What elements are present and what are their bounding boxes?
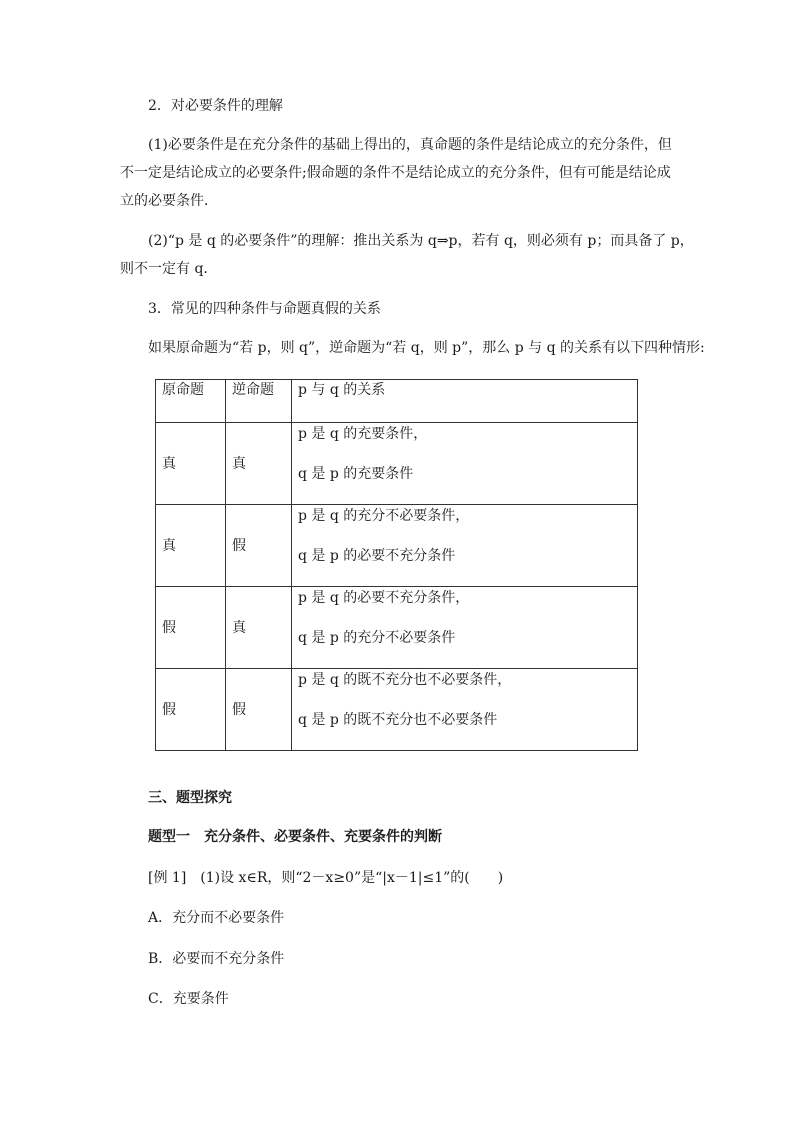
paragraph-2-line-1: (2)“p 是 q 的必要条件”的理解：推出关系为 q⇒p，若有 q，则必须有 p；而具备了 p， (148, 233, 694, 249)
cell-converse: 真 (226, 423, 292, 505)
section-3-heading: 3．常见的四种条件与命题真假的关系 (148, 301, 381, 317)
relation-p: p 是 q 的既不充分也不必要条件， (298, 672, 512, 688)
cell-original: 真 (156, 505, 226, 587)
cell-converse: 真 (226, 587, 292, 669)
paragraph-2-line-2: 则不一定有 q. (120, 261, 208, 277)
relation-q: q 是 p 的既不充分也不必要条件 (298, 712, 498, 728)
header-relation: p 与 q 的关系 (292, 380, 638, 423)
conditions-table (155, 379, 638, 751)
relation-q: q 是 p 的必要不充分条件 (298, 548, 456, 564)
relation-p: p 是 q 的充分不必要条件， (298, 508, 470, 524)
relation-q: q 是 p 的充分不必要条件 (298, 630, 456, 646)
question-type-1-heading: 题型一 充分条件、必要条件、充要条件的判断 (148, 829, 442, 845)
table-row (156, 669, 638, 751)
cell-original: 假 (156, 669, 226, 751)
table-row (156, 505, 638, 587)
paragraph-1-line-2: 不一定是结论成立的必要条件;假命题的条件不是结论成立的充分条件，但有可能是结论成 (120, 165, 671, 181)
paragraph-1-line-3: 立的必要条件． (120, 193, 218, 209)
part-3-heading: 三、题型探究 (148, 790, 232, 806)
cell-converse: 假 (226, 669, 292, 751)
cell-original: 真 (156, 423, 226, 505)
cell-original: 假 (156, 587, 226, 669)
section-2-heading: 2．对必要条件的理解 (148, 98, 283, 114)
option-c: C．充要条件 (148, 991, 229, 1007)
option-a: A．充分而不必要条件 (148, 910, 285, 926)
relation-p: p 是 q 的必要不充分条件， (298, 590, 470, 606)
option-b: B．必要而不充分条件 (148, 951, 285, 967)
table-intro: 如果原命题为“若 p，则 q”，逆命题为“若 q，则 p”，那么 p 与 q 的关系有以下四种情形: (148, 340, 705, 356)
example-1-question: [例 1] (1)设 x∈R，则“2－x≥0”是“|x－1|≤1”的( ) (148, 870, 504, 886)
cell-relation (292, 505, 638, 587)
relation-p: p 是 q 的充要条件， (298, 426, 428, 442)
cell-relation (292, 587, 638, 669)
table-header-row (156, 380, 638, 423)
table-row (156, 587, 638, 669)
header-converse: 逆命题 (226, 380, 292, 423)
cell-relation (292, 669, 638, 751)
cell-converse: 假 (226, 505, 292, 587)
header-original: 原命题 (156, 380, 226, 423)
cell-relation (292, 423, 638, 505)
relation-q: q 是 p 的充要条件 (298, 466, 414, 482)
table-row (156, 423, 638, 505)
paragraph-1-line-1: (1)必要条件是在充分条件的基础上得出的，真命题的条件是结论成立的充分条件，但 (148, 137, 672, 153)
